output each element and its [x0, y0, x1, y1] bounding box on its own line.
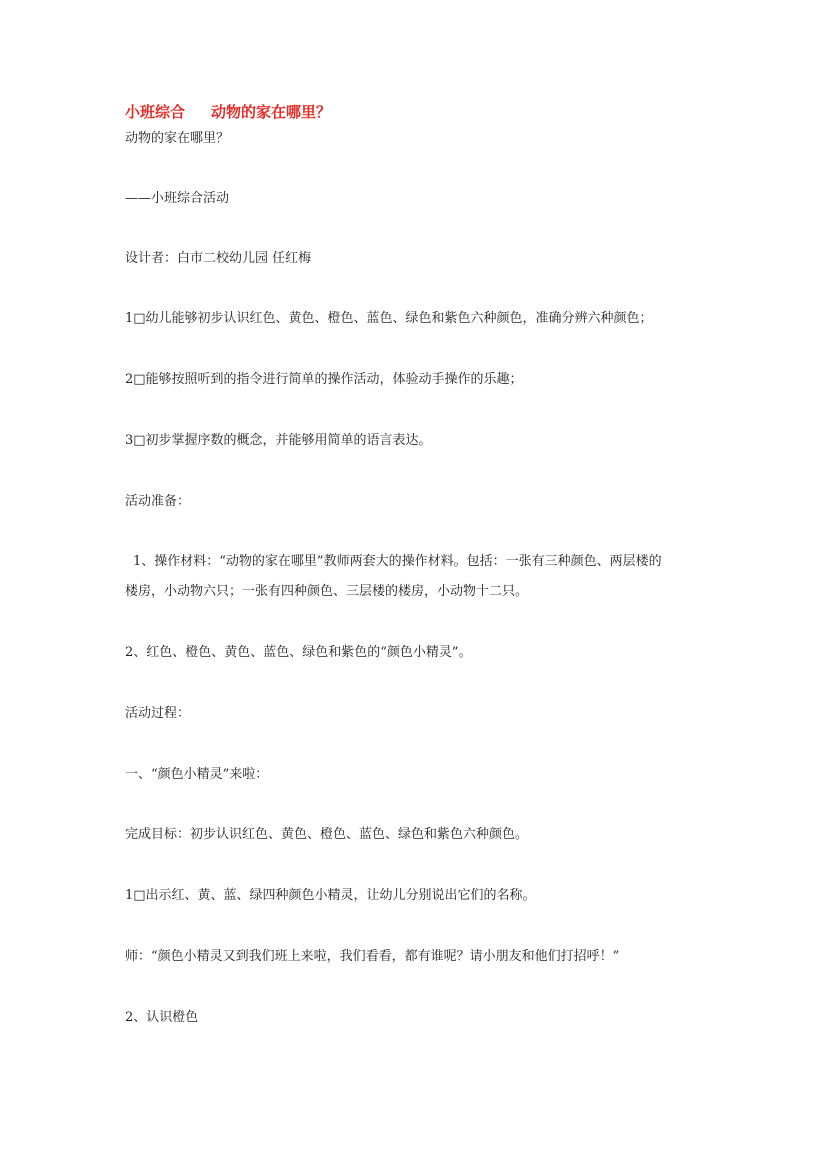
prep-item-1-line-1: 1、操作材料：“动物的家在哪里”教师两套大的操作材料。包括：一张有三种颜色、两层楼的: [133, 554, 662, 569]
step1-heading: 一、“颜色小精灵”来啦：: [125, 767, 269, 782]
document-title: [125, 103, 331, 121]
process-heading: 活动过程：: [125, 706, 191, 721]
prep-item-1-line-2: 楼房，小动物六只；一张有四种颜色、三层楼的楼房，小动物十二只。: [125, 584, 529, 599]
designer-line: 设计者：白市二校幼儿园 任红梅: [125, 251, 312, 266]
goal-item-2: 2□能够按照听到的指令进行简单的操作活动，体验动手操作的乐趣；: [125, 372, 523, 387]
goal-item-1: 1□幼儿能够初步认识红色、黄色、橙色、蓝色、绿色和紫色六种颜色，准确分辨六种颜色；: [125, 311, 653, 326]
step1-goal: 完成目标：初步认识红色、黄色、橙色、蓝色、绿色和紫色六种颜色。: [125, 827, 529, 842]
step1-item-1: 1□出示红、黄、蓝、绿四种颜色小精灵，让幼儿分别说出它们的名称。: [125, 888, 536, 903]
step1-item-2: 2、认识橙色: [125, 1010, 199, 1025]
title-right: 动物的家在哪里？: [211, 103, 332, 121]
prep-heading: 活动准备：: [125, 494, 191, 509]
goal-item-3: 3□初步掌握序数的概念，并能够用简单的语言表达。: [125, 433, 432, 448]
title-left: 小班综合: [125, 103, 186, 121]
series-label: ——小班综合活动: [125, 191, 230, 206]
prep-item-2: 2、红色、橙色、黄色、蓝色、绿色和紫色的“颜色小精灵”。: [125, 645, 472, 660]
step1-teacher-speech: 师：“颜色小精灵又到我们班上来啦，我们看看，都有谁呢？请小朋友和他们打招呼！”: [125, 949, 620, 964]
subtitle: 动物的家在哪里？: [125, 131, 230, 146]
